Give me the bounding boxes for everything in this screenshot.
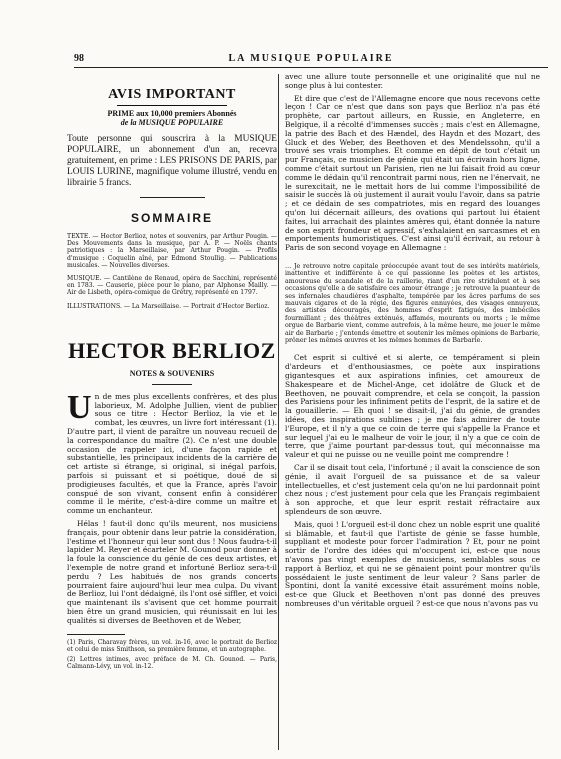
footnote-2: (2) Lettres intimes, avec préface de M. Ch. Gounod. — Paris, Calmann-Lévy, un vol. in-12.: [67, 655, 277, 670]
page-header: [74, 53, 548, 68]
sommaire-texte: TEXTE. — Hector Berlioz, notes et souvenirs, par Arthur Pougin. — Des Mouvements dans la musique, par A. P. — Noëls chants patriotiques : la Marseillaise, par Arthur Pougin. — Profils d'musique : Coquelin aîné, par Edmond Stoullig. — Publications musicales. — Nouvelles diverses.: [67, 233, 277, 269]
footnote-rule: [67, 634, 125, 635]
section-separator: [140, 197, 205, 198]
avis-prime-subline: de la MUSIQUE POPULAIRE: [120, 118, 224, 127]
left-column: [67, 73, 277, 673]
article-paragraph: Car il se disait tout cela, l'infortuné ; il avait la conscience de son génie, il avait l'orgueil de sa puissance et de sa valeur intellectuelles, et c'est justement cela qu'on ne lui pardonnait point chez nous ; c'est justement pour cela que les Français regimbaient à son approche, et que leur esprit restait réfractaire aux splendeurs de son œuvre.: [285, 462, 540, 516]
column-divider: [278, 74, 279, 750]
article-paragraph: avec une allure toute personnelle et une originalité que nul ne songe plus à lui contester.: [285, 72, 540, 90]
footnote-1: (1) Paris, Charavay frères, un vol. in-16, avec le portrait de Berlioz et celui de miss Smithson, sa première femme, et un autographe.: [67, 638, 277, 653]
drop-cap: U: [67, 388, 92, 426]
avis-text: Toute personne qui souscrira à la MUSIQUE POPULAIRE, un abonnement d'un an, recevra gratuitement, en prime : LES PRISONS DE PARIS, par LOUIS LURINE, magnifique volume illustré, vendu en librairie 5 francs.: [67, 134, 277, 188]
article-paragraph: Mais, quoi ! L'orgueil est-il donc chez un noble esprit une qualité si blâmable, et faut-il que l'artiste de génie se fasse humble, suppliant et modeste pour forcer l'admiration ? Et, pour ne point sortir de l'ordre des idées qui m'occupent ici, est-ce que nous n'avons pas vingt exemples de musiciens, semblables sous ce rapport à Berlioz, et qui ne se gênaient point pour montrer qu'ils possédaient le juste sentiment de leur valeur ? Sans parler de Spontini, dont la vanité excessive était assurément moins noble, est-ce que Gluck et Beethoven n'ont pas donné des preuves nombreuses d'un véritable orgueil ? est-ce que nous n'avons pas vu: [285, 519, 540, 608]
footnotes: [67, 639, 277, 670]
avis-rule: [117, 105, 227, 106]
block-quote: … Je retrouve notre capitale préoccupée avant tout de ses intérêts matériels, inattentive et indifférente à ce qui passionne les poètes et les artistes, amoureuse du scandale et de la raillerie, riant d'un rire stridulent et à ses occasions qu'elle a de satisfaire ces amour étrange ; je retrouve la puanteur de ses infernales chaudières d'asphalte, tempérée par les âcres parfums de ses mauvais cigares et de la régie, des figures ennuyées, des visages ennuyeux, des artistes découragés, des hommes d'esprit fatigués, des imbéciles fourmillant ; des théâtres exténués, affamés, mourants ou morts ; le même orgue de Barbarie vient, comme autrefois, à la même heure, me jouer le même air de Barbarie ; j'entends émettre et soutenir les mêmes opinions de Barbarie, prôner les mêmes œuvres et les mêmes hommes de Barbarie.: [285, 262, 540, 344]
sommaire-title: SOMMAIRE: [131, 211, 213, 225]
article-title: HECTOR BERLIOZ: [68, 337, 276, 363]
article-paragraph-text: n de mes plus excellents confrères, et des plus laborieux, M. Adolphe Jullien, vient de publier sous ce titre : Hector Berlioz, la vie et le combat, les œuvres, un livre fort intéressant (1). D'autre part, il vient de paraître un nouveau recueil de la correspondance du maître (2). Ce n'est une double occasion de rappeler ici, d'une façon rapide et substantielle, les principaux incidents de la carrière de cet artiste si étrange, si original, si inégal parfois, parfois si puissant et si poétique, doué de si prodigieuses facultés, et que la France, après l'avoir conspué de son vivant, consent enfin à considérer comme il le mérite, c'est-à-dire comme un maître et comme un enchanteur.: [67, 391, 277, 516]
article-subtitle: NOTES & SOUVENIRS: [129, 368, 215, 378]
sommaire-illustrations: ILLUSTRATIONS. — La Marseillaise. — Portrait d'Hector Berlioz.: [67, 302, 270, 310]
article-paragraph: Hélas ! faut-il donc qu'ils meurent, nos musiciens français, pour obtenir dans leur patrie la considération, l'estime et l'honneur qui leur sont dus ! Nous faudra-t-il lapider M. Reyer et écarteler M. Gounod pour donner à la foule la conscience du génie de ces deux artistes, et l'exemple de notre grand et infortuné Berlioz sera-t-il perdu ? Les habitués de nos grands concerts pourraient faire aujourd'hui leur mea culpa. Du vivant de Berlioz, lui l'ont dédaigné, ils l'ont osé siffler, et voici que maintenant ils s'avisent que cet homme pourrait bien être un grand musicien, qui réunissait en lui les qualités si diverses de Beethoven et de Weber,: [67, 518, 277, 625]
article-paragraph: Et dire que c'est de l'Allemagne encore que nous recevons cette leçon ! Car ce n'est que dans son pays que Berlioz n'a pas été prophète, car partout ailleurs, en Russie, en Angleterre, en Belgique, il a récolté d'immenses succès ; mais c'est en Allemagne, la patrie des Bach et des Hændel, des Haydn et des Mozart, des Gluck et des Weber, des Beethoven et des Mendelssohn, qu'il a trouvé ses vrais triomphes. Et comme en dépit de tout c'était un pur Français, ce musicien de génie qui était un écrivain hors ligne, comme c'était surtout un Parisien, rien ne lui faisait froid au cœur comme le dédain qu'il rencontrait parmi nous, rien ne l'énervait, ne le surexcitait, ne le mettait hors de lui comme l'impossibilité de saisir le succès là où justement il aurait voulu l'avoir, dans sa patrie ; et ce dédain de ses compatriotes, mis en regard des louanges qu'on lui décernait ailleurs, des ovations qui partout lui étaient faites, lui arrachait des plaintes amères qui, étant donnée la nature de son esprit frondeur et agressif, s'exhalaient en sarcasmes et en emportements humoristiques. C'est ainsi qu'il écrivait, au retour à Paris de son second voyage en Allemagne :: [285, 93, 540, 253]
article-paragraph: [67, 388, 277, 516]
article-title-rule: [152, 384, 192, 385]
sommaire-musique: MUSIQUE. — Cantilène de Renaud, opéra de Sacchini, représenté en 1783. — Causerie, pièce pour le piano, par Alphonse Mailly. — Air de Lisbeth, opéra-comique de Grétry, représenté en 1797.: [67, 275, 277, 297]
right-column: [285, 73, 540, 613]
running-title: LA MUSIQUE POPULAIRE: [228, 53, 394, 64]
avis-prime-line: PRIME aux 10,000 premiers Abonnés: [107, 109, 237, 118]
article-paragraph: Cet esprit si cultivé et si alerte, ce tempérament si plein d'ardeurs et d'enthousiasmes, ce poète aux inspirations gigantesques et aux aspirations infinies, cet amoureux de Shakespeare et de Michel-Ange, cet idolâtre de Gluck et de Beethoven, ne pouvait comprendre, et cela se conçoit, la passion des Parisiens pour les infiniment petits de l'esprit, de la satire et de la gouaillerie. — Eh quoi ! se disait-il, j'ai du génie, de grandes idées, des inspirations sublimes ; je me fais admirer de toute l'Europe, et il n'y a que ce coin de terre qui s'appelle la France et sur lequel j'ai eu le malheur de voir le jour, il n'y a que ce coin de terre, que j'aime pourtant par-dessus tout, qui méconnaisse ma valeur et qui ne puisse ou ne veuille point me comprendre !: [285, 353, 540, 460]
page-number: 98: [74, 53, 84, 64]
avis-title: AVIS IMPORTANT: [108, 87, 236, 102]
